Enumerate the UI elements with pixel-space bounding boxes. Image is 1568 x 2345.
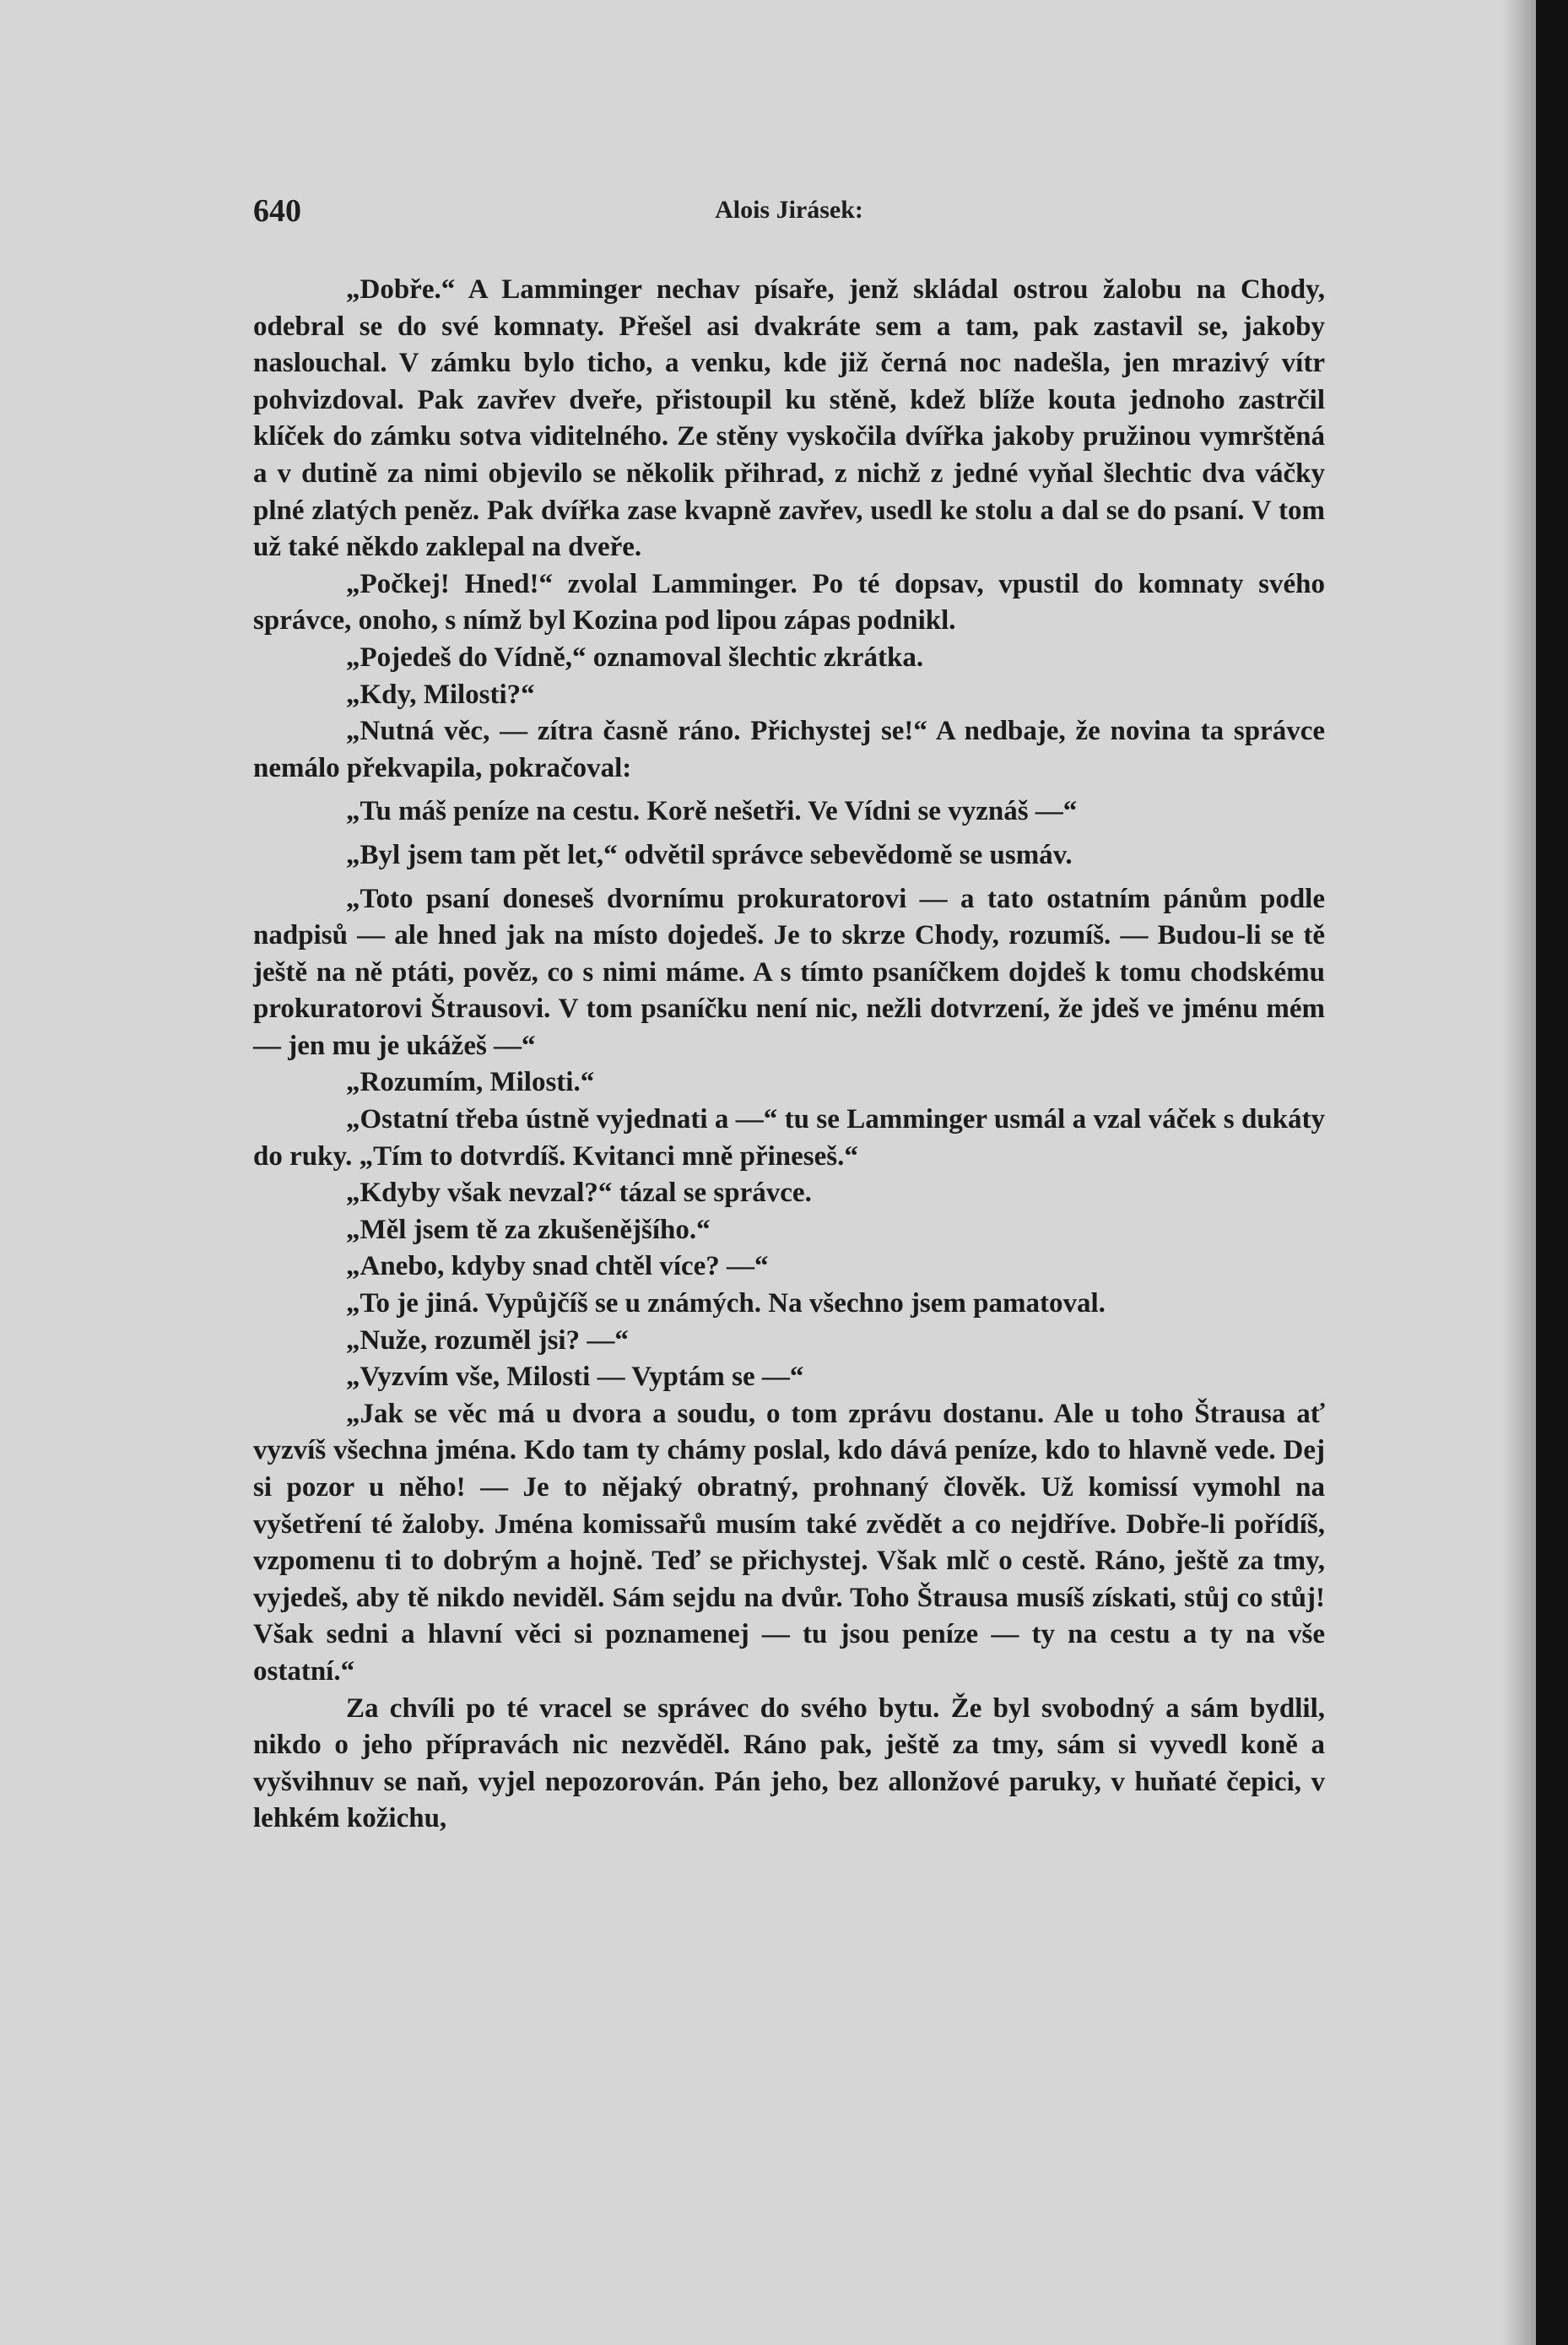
paragraph: „Anebo, kdyby snad chtěl více? —“: [346, 1251, 769, 1282]
paragraph: „Měl jsem tě za zkušenějšího.“: [346, 1214, 711, 1245]
paragraph: „Vyzvím vše, Milosti — Vyptám se —“: [346, 1362, 804, 1393]
paragraph: „To je jiná. Vypůjčíš se u známých. Na všechno jsem pamatoval.: [346, 1288, 1106, 1319]
paragraph: „Pojedeš do Vídně,“ oznamoval šlechtic zkrátka.: [346, 642, 924, 673]
running-title: Alois Jirásek:: [715, 196, 863, 224]
paragraph: „Rozumím, Milosti.“: [346, 1067, 595, 1098]
paragraph: „Nuže, rozuměl jsi? —“: [346, 1324, 629, 1356]
paragraph: „Ostatní třeba ústně vyjednati a —“ tu se Lamminger usmál a vzal váček s dukáty do ruky. „Tím to dotvrdíš. Kvitanci mně přineseš.“: [253, 1104, 1325, 1172]
page-number: 640: [253, 193, 301, 229]
paragraph: „Kdy, Milosti?“: [346, 679, 535, 710]
paragraph: „Byl jsem tam pět let,“ odvětil správce sebevědomě se usmáv.: [346, 839, 1073, 870]
paragraph: „Kdyby však nevzal?“ tázal se správce.: [346, 1178, 812, 1209]
paragraph: „Dobře.“ A Lamminger nechav písaře, jenž skládal ostrou žalobu na Chody, odebral se do své komnaty. Přešel asi dvakráte sem a tam, pak zastavil se, jakoby naslouchal. V zámku bylo ticho, a venku, kde již černá noc nadešla, jen mrazivý vítr pohvizdoval. Pak zavřev dveře, přistoupil ku stěně, kdež blíže kouta jednoho zastrčil klíček do zámku sotva viditelného. Ze stěny vyskočila dvířka jakoby pružinou vymrštěná a v dutině za nimi objevilo se několik přihrad, z nichž z jedné vyňal šlechtic dva váčky plné zlatých peněz. Pak dvířka zase kvapně zavřev, usedl ke stolu a dal se do psaní. V tom už také někdo zaklepal na dveře.: [253, 274, 1325, 563]
paragraph: „Nutná věc, — zítra časně ráno. Přichystej se!“ A nedbaje, že novina ta správce nemálo překvapila, pokračoval:: [253, 716, 1325, 783]
paragraph: „Tu máš peníze na cestu. Korě nešetři. Ve Vídni se vyznáš —“: [346, 796, 1078, 827]
paragraph: „Počkej! Hned!“ zvolal Lamminger. Po té dopsav, vpustil do komnaty svého správce, onoho, s nímž byl Kozina pod lipou zápas podnikl.: [253, 568, 1325, 636]
page-header: [253, 192, 1325, 243]
body-text: [253, 272, 1325, 1838]
paragraph: Za chvíli po té vracel se správec do svého bytu. Že byl svobodný a sám bydlil, nikdo o jeho přípravách nic nezvěděl. Ráno pak, ještě za tmy, sám si vyvedl koně a vyšvihnuv se naň, vyjel nepozorován. Pán jeho, bez allonžové paruky, v huňaté čepici, v lehkém kožichu,: [253, 1692, 1325, 1834]
paragraph: „Toto psaní doneseš dvornímu prokuratorovi — a tato ostatním pánům podle nadpisů — ale hned jak na místo dojedeš. Je to skrze Chody, rozumíš. — Budou-li se tě ještě na ně ptáti, pověz, co s nimi máme. A s tímto psaníčkem dojdeš k tomu chodskému prokuratorovi Štrausovi. V tom psaníčku není nic, nežli dotvrzení, že jdeš ve jménu mém — jen mu je ukážeš —“: [253, 883, 1325, 1061]
book-edge-shadow: [1536, 0, 1568, 2345]
paragraph: „Jak se věc má u dvora a soudu, o tom zprávu dostanu. Ale u toho Štrausa ať vyzvíš všechna jména. Kdo tam ty chámy poslal, kdo dává peníze, kdo to hlavně vede. Dej si pozor u něho! — Je to nějaký obratný, prohnaný člověk. Už komissí vymohl na vyšetření té žaloby. Jména komissařů musím také zvědět a co nejdříve. Dobře-li pořídíš, vzpomenu ti to dobrým a hojně. Teď se přichystej. Však mlč o cestě. Ráno, ještě za tmy, vyjedeš, aby tě nikdo neviděl. Sám sejdu na dvůr. Toho Štrausa musíš získati, stůj co stůj! Však sedni a hlavní věci si poznamenej — tu jsou peníze — ty na cestu a ty na vše ostatní.“: [253, 1398, 1325, 1687]
